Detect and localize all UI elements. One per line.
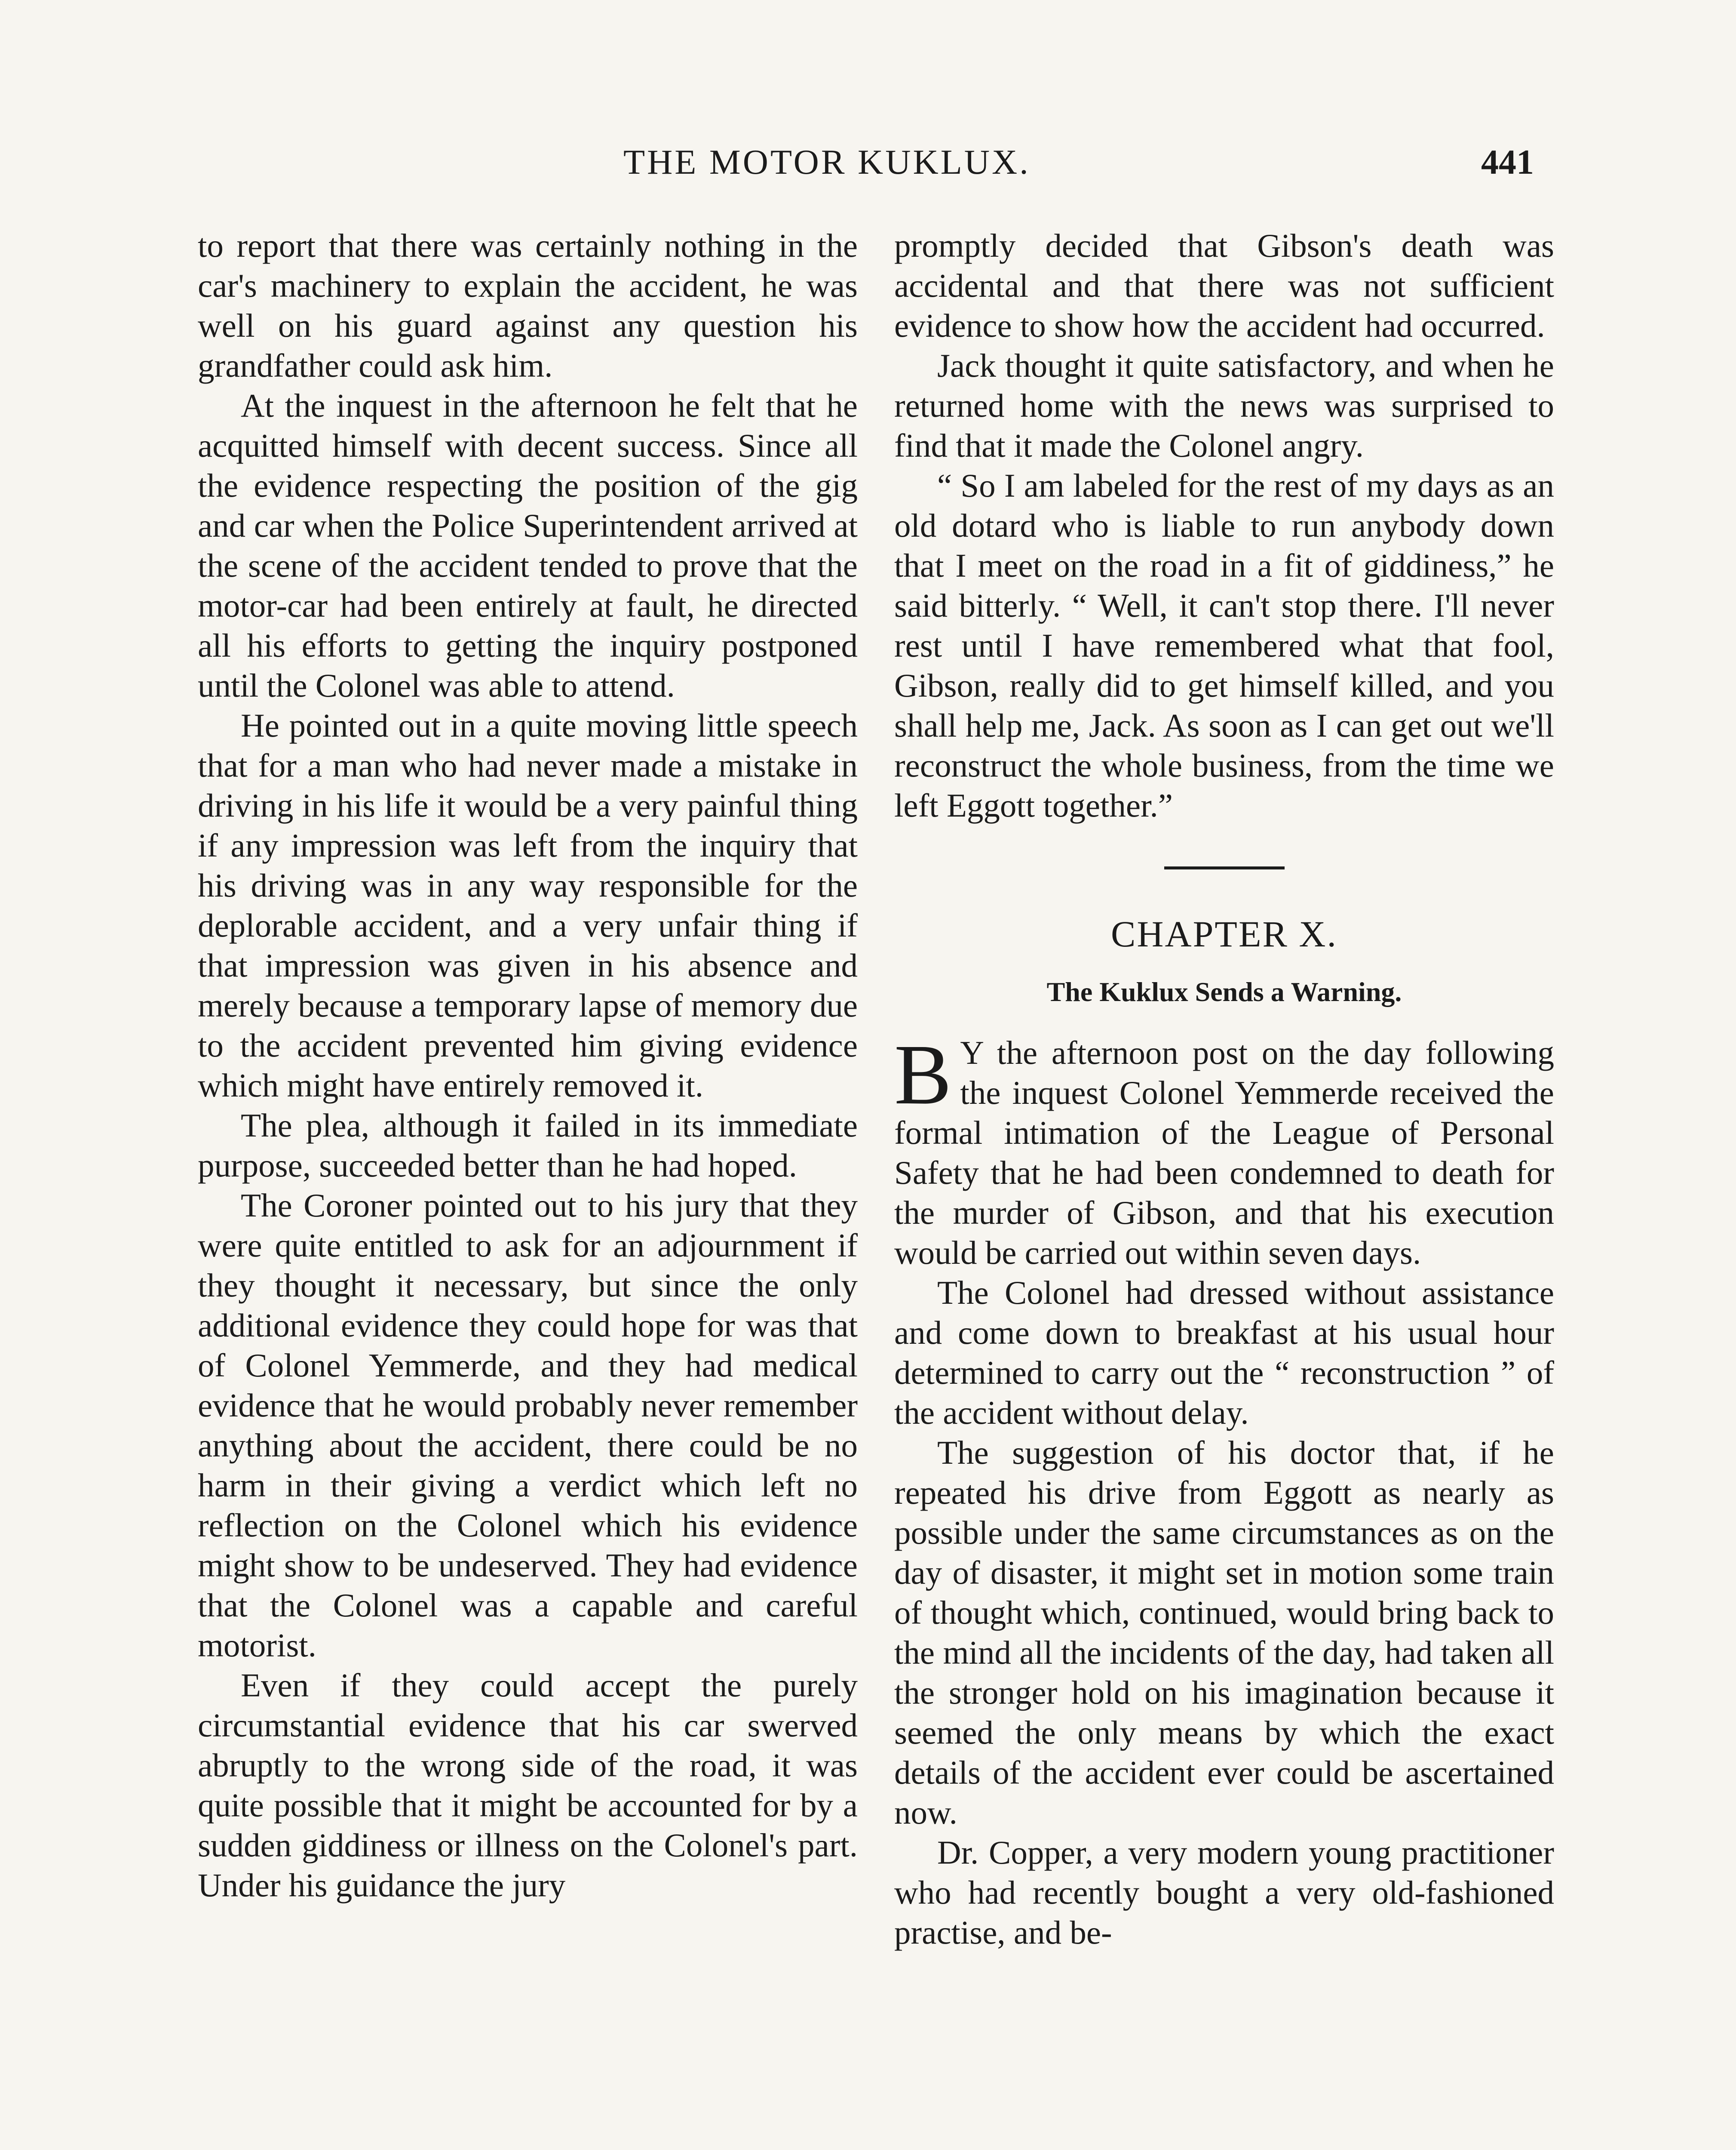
section-divider [1164, 866, 1285, 869]
paragraph: Dr. Copper, a very modern young practitioner who had recently bought a very old-fashioned practise, and be- [894, 1834, 1554, 1951]
left-column [198, 226, 858, 1905]
page-number: 441 [1481, 142, 1534, 181]
chapter-heading: CHAPTER X. [1111, 913, 1337, 955]
paragraph: promptly decided that Gibson's death was accidental and that there was not sufficient evidence to show how the accident had occurred. [894, 227, 1554, 344]
paragraph: “ So I am labeled for the rest of my days as an old dotard who is liable to run anybody down that I meet on the road in a fit of giddiness,” he said bitterly. “ Well, it can't stop there. I'll never rest until I have remembered what that fool, Gibson, really did to get himself killed, and you shall help me, Jack. As soon as I can get out we'll reconstruct the whole business, from the time we left Eggott together.” [894, 467, 1554, 824]
paragraph: The Coroner pointed out to his jury that they were quite entitled to ask for an adjournment if they thought it necessary, but since the only additional evidence they could hope for was that of Colonel Yemmerde, and they had medical evidence that he would probably never remember anything about the accident, there could be no harm in their giving a verdict which left no reflection on the Colonel which his evidence might show to be undeserved. They had evidence that the Colonel was a capable and careful motorist. [198, 1187, 858, 1664]
running-title: THE MOTOR KUKLUX. [623, 142, 1031, 181]
drop-cap: B [894, 1027, 952, 1122]
paragraph: At the inquest in the afternoon he felt that he acquitted himself with decent success. Since all the evidence respecting the position of the gig and car when the Police Superintendent arrived at the scene of the accident tended to prove that the motor-car had been entirely at fault, he directed all his efforts to getting the inquiry postponed until the Colonel was able to attend. [198, 387, 858, 704]
paragraph: Jack thought it quite satisfactory, and when he returned home with the news was surprised to find that it made the Colonel angry. [894, 347, 1554, 464]
paragraph: The Colonel had dressed without assistance and come down to breakfast at his usual hour determined to carry out the “ reconstruction ” of the accident without delay. [894, 1274, 1554, 1431]
paragraph: He pointed out in a quite moving little speech that for a man who had never made a mistake in driving in his life it would be a very painful thing if any impression was left from the inquiry that his driving was in any way responsible for the deplorable accident, and a very unfair thing if that impression was given in his absence and merely because a temporary lapse of memory due to the accident prevented him giving evidence which might have entirely removed it. [198, 707, 858, 1104]
paragraph: The suggestion of his doctor that, if he repeated his drive from Eggott as nearly as possible under the same circumstances as on the day of disaster, it might set in motion some train of thought which, continued, would bring back to the mind all the incidents of the day, had taken all the stronger hold on his imagination because it seemed the only means by which the exact details of the accident ever could be ascertained now. [894, 1434, 1554, 1831]
right-column [894, 226, 1554, 1953]
opening-text: Y the afternoon post on the day following the inquest Colonel Yemmerde received the formal intimation of the League of Personal Safety that he had been condemned to death for the murder of Gibson, and that his execution would be carried out within seven days. [894, 1034, 1554, 1271]
paragraph: to report that there was certainly nothing in the car's machinery to explain the accident, he was well on his guard against any question his grandfather could ask him. [198, 227, 858, 384]
chapter-opening-paragraph [894, 1027, 1554, 1273]
running-head [0, 142, 1736, 189]
paragraph: Even if they could accept the purely circumstantial evidence that his car swerved abruptly to the wrong side of the road, it was quite possible that it might be accounted for by a sudden giddiness or illness on the Colonel's part. Under his guidance the jury [198, 1667, 858, 1904]
chapter-subtitle: The Kuklux Sends a Warning. [1046, 977, 1402, 1007]
paragraph: The plea, although it failed in its immediate purpose, succeeded better than he had hoped. [198, 1107, 858, 1184]
